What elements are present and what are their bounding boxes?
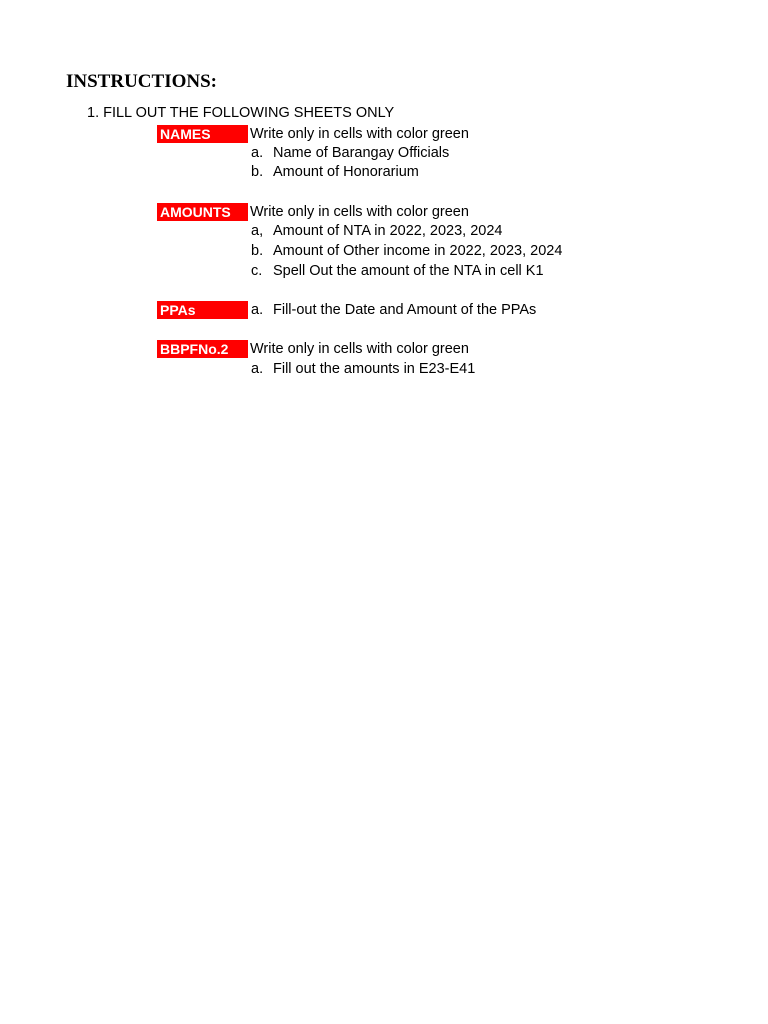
- list-item: [251, 242, 562, 260]
- list-item-text: Amount of NTA in 2022, 2023, 2024: [273, 223, 503, 239]
- list-marker: c.: [251, 263, 263, 279]
- list-item-text: Amount of Other income in 2022, 2023, 2024: [273, 243, 563, 259]
- list-marker: b.: [251, 164, 264, 180]
- page-title: INSTRUCTIONS:: [66, 71, 217, 92]
- step-instruction: [87, 104, 394, 122]
- list-marker: a.: [251, 302, 264, 318]
- list-item: [251, 163, 419, 181]
- list-item-text: Fill out the amounts in E23-E41: [273, 361, 476, 377]
- list-item-text: Spell Out the amount of the NTA in cell K1: [273, 263, 544, 279]
- list-item-text: Name of Barangay Officials: [273, 145, 450, 161]
- step-text: FILL OUT THE FOLLOWING SHEETS ONLY: [103, 105, 395, 121]
- list-marker: a.: [251, 361, 264, 377]
- list-marker: a,: [251, 223, 264, 239]
- list-item-text: Fill-out the Date and Amount of the PPAs: [273, 302, 537, 318]
- list-item: [251, 262, 544, 280]
- section-description: Write only in cells with color green: [250, 341, 469, 357]
- list-marker: a.: [251, 145, 264, 161]
- step-number: 1.: [87, 105, 100, 121]
- list-item-text: Amount of Honorarium: [273, 164, 419, 180]
- list-item: [251, 301, 536, 319]
- sheet-tag-amounts: AMOUNTS: [157, 203, 248, 221]
- section-description: Write only in cells with color green: [250, 126, 469, 142]
- list-item: [251, 222, 502, 240]
- sheet-tag-bbpfno2: BBPFNo.2: [157, 340, 248, 358]
- sheet-tag-names: NAMES: [157, 125, 248, 143]
- list-item: [251, 360, 475, 378]
- list-item: [251, 144, 449, 162]
- section-description: Write only in cells with color green: [250, 204, 469, 220]
- list-marker: b.: [251, 243, 264, 259]
- sheet-tag-ppas: PPAs: [157, 301, 248, 319]
